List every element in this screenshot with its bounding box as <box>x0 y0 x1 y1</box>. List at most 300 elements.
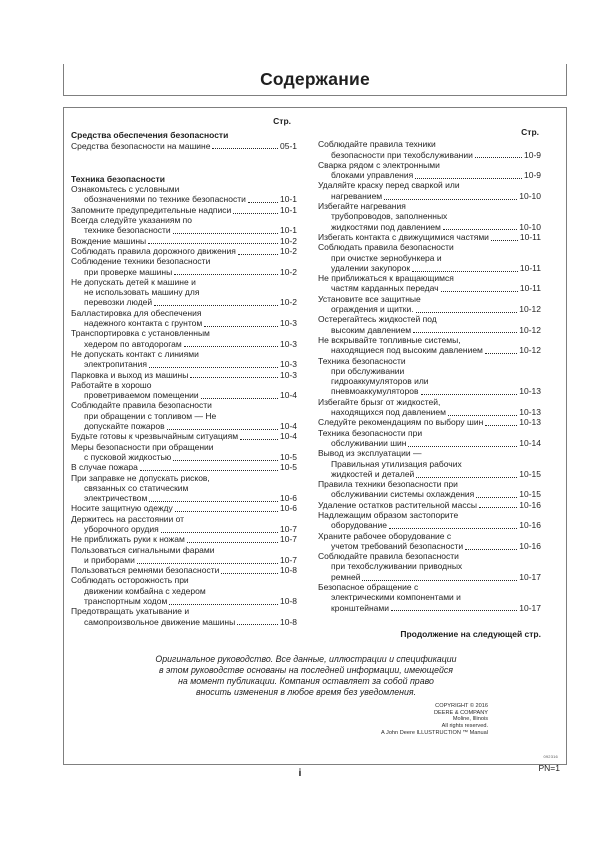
toc-entry-line <box>318 572 541 582</box>
column-header-page-left: Стр. <box>273 116 291 126</box>
toc-entry-line <box>318 489 541 499</box>
toc-page-number: 10-11 <box>519 283 541 294</box>
toc-leader-dots <box>408 446 517 447</box>
toc-page-number: 10-9 <box>523 149 541 160</box>
toc-entry <box>71 514 297 535</box>
toc-page-number: 10-14 <box>519 437 541 448</box>
toc-page-number: 10-7 <box>279 523 297 534</box>
toc-entry-text: оборудование <box>331 520 387 531</box>
toc-entry-line <box>71 452 297 462</box>
toc-entry-line <box>71 194 297 204</box>
toc-entry-line: Соблюдайте правила техники <box>318 139 436 150</box>
toc-entry-line <box>318 386 541 396</box>
toc-page-number: 10-1 <box>279 225 297 236</box>
toc-entry-line: Не вскрывайте топливные системы, <box>318 334 461 345</box>
toc-entry <box>71 431 297 441</box>
toc-entry-text: с пусковой жидкостью <box>84 451 172 462</box>
toc-entry <box>71 184 297 205</box>
disclaimer-line: Оригинальное руководство. Все данные, иллюстрации и спецификации <box>155 654 457 665</box>
toc-entry-line: Техника безопасности <box>318 355 406 366</box>
toc-entry-line: Балластировка для обеспечения <box>71 307 202 318</box>
toc-entry-line <box>71 565 297 575</box>
toc-entry <box>71 349 297 370</box>
toc-page-number: 10-15 <box>519 489 541 500</box>
toc-leader-dots <box>448 415 517 416</box>
toc-entry <box>318 531 541 552</box>
toc-entry-line: Сварка рядом с электронными <box>318 159 440 170</box>
column-header-page-right: Стр. <box>521 127 539 137</box>
toc-leader-dots <box>190 377 278 378</box>
toc-page-number: 10-5 <box>279 451 297 462</box>
toc-leader-dots <box>167 429 278 430</box>
disclaimer-line: в этом руководстве основаны на последней информации, имеющейся <box>159 665 453 676</box>
toc-entry <box>318 397 541 418</box>
toc-entry-line <box>71 421 297 431</box>
toc-entry-line <box>318 417 541 427</box>
toc-entry <box>318 356 541 397</box>
toc-entry <box>71 215 297 236</box>
copyright-line: DEERE & COMPANY <box>434 709 488 716</box>
toc-page-number: 10-2 <box>279 235 297 246</box>
toc-page-number: 10-8 <box>279 596 297 607</box>
toc-leader-dots <box>413 332 517 333</box>
toc-leader-dots <box>137 563 278 564</box>
toc-entry-line: Техника безопасности при <box>318 427 423 438</box>
toc-entry-line <box>71 267 297 277</box>
toc-entry-line: трубопроводов, заполненных <box>331 211 448 222</box>
toc-entry <box>318 448 541 479</box>
toc-entry-line <box>71 555 297 565</box>
toc-leader-dots <box>148 243 278 244</box>
toc-entry-text: учетом требований безопасности <box>331 540 464 551</box>
toc-entry <box>318 273 541 294</box>
toc-page-number: 10-16 <box>519 499 541 510</box>
toc-entry-line <box>318 541 541 551</box>
toc-entry <box>318 180 541 201</box>
toc-leader-dots <box>212 148 278 149</box>
toc-entry-line: связанных со статическим <box>84 482 189 493</box>
toc-leader-dots <box>476 497 517 498</box>
toc-page-number: 10-6 <box>279 503 297 514</box>
toc-entry-text: технике безопасности <box>84 225 171 236</box>
toc-entry-text: жидкостей и деталей <box>331 468 415 479</box>
copyright-line: A John Deere ILLUSTRUCTION ™ Manual <box>381 729 488 736</box>
toc-entry <box>318 428 541 449</box>
copyright-line: All rights reserved. <box>441 723 488 730</box>
toc-leader-dots <box>475 157 522 158</box>
toc-page-number: 10-2 <box>279 297 297 308</box>
toc-entry <box>318 160 541 181</box>
toc-entry-line: Избегайте брызг от жидкостей, <box>318 396 441 407</box>
toc-entry-text: ремней <box>331 571 361 582</box>
toc-entry-line: Не приближаться к вращающимся <box>318 273 454 284</box>
toc-entry <box>318 232 541 242</box>
toc-entry-text: Средства безопасности на машине <box>71 140 211 151</box>
toc-entry-text: находящиеся под высоким давлением <box>331 345 483 356</box>
toc-entry-text: высоким давлением <box>331 324 412 335</box>
toc-entry-text: пневмоаккумуляторов <box>331 386 419 397</box>
toc-leader-dots <box>201 398 278 399</box>
toc-leader-dots <box>485 353 517 354</box>
toc-entry-line <box>318 325 541 335</box>
toc-entry-line: движении комбайна с хедером <box>84 585 206 596</box>
toc-leader-dots <box>169 604 278 605</box>
toc-entry-line <box>71 370 297 380</box>
toc-entry <box>318 417 541 427</box>
toc-entry <box>71 442 297 463</box>
copyright-line: Moline, Illinois <box>452 716 488 723</box>
doc-code: 092316 <box>543 754 558 759</box>
toc-leader-dots <box>441 291 518 292</box>
toc-entry-text: самопроизвольное движение машины <box>84 616 236 627</box>
toc-entry-text: Пользоваться ремнями безопасности <box>71 565 220 576</box>
toc-entry-text: обозначениями по технике безопасности <box>84 194 246 205</box>
disclaimer-line: на момент публикации. Компания оставляет за собой право <box>178 676 434 687</box>
toc-entry-text: и приборами <box>84 554 135 565</box>
toc-page-number: 10-2 <box>279 245 297 256</box>
toc-page-number: 10-3 <box>279 338 297 349</box>
toc-entry <box>71 256 297 277</box>
toc-entry-text: нагреванием <box>331 190 383 201</box>
toc-entry <box>71 473 297 504</box>
toc-entry-text: перевозки людей <box>84 297 153 308</box>
continuation-note: Продолжение на следующей стр. <box>400 628 541 639</box>
toc-entry-line <box>71 359 297 369</box>
toc-page-number: 10-6 <box>279 493 297 504</box>
toc-page-number: 10-11 <box>519 231 541 242</box>
toc-entry-text: кронштейнами <box>331 602 389 613</box>
toc-entry-text: хедером по автодорогам <box>84 338 182 349</box>
toc-entry-line <box>71 339 297 349</box>
toc-page-number: 10-7 <box>279 534 297 545</box>
toc-section-heading: Техника безопасности <box>71 173 165 184</box>
toc-entry-line: Всегда следуйте указаниям по <box>71 215 193 226</box>
toc-entry <box>71 246 297 256</box>
toc-page-number: 10-16 <box>519 520 541 531</box>
toc-page-number: 10-1 <box>279 204 297 215</box>
toc-entry <box>71 370 297 380</box>
disclaimer-line: вносить изменения в любое время без уведомления. <box>195 687 417 698</box>
toc-entry <box>71 380 297 401</box>
toc-leader-dots <box>149 501 278 502</box>
toc-entry-text: находящихся под давлением <box>331 407 446 418</box>
toc-page-number: 10-17 <box>519 602 541 613</box>
toc-entry-line: при обращении с топливом — Не <box>84 410 217 421</box>
toc-entry-line: Соблюдать осторожность при <box>71 575 189 586</box>
toc-entry-line: Не допускать детей к машине и <box>71 276 196 287</box>
toc-entry-line <box>71 205 297 215</box>
toc-entry-line: При заправке не допускать рисков, <box>71 472 210 483</box>
toc-entry-line: гидроаккумуляторов или <box>331 376 429 387</box>
toc-page-number: 10-3 <box>279 359 297 370</box>
copyright-line: COPYRIGHT © 2016 <box>435 703 488 710</box>
toc-leader-dots <box>237 624 278 625</box>
toc-entry-line <box>318 304 541 314</box>
toc-entry-text: при проверке машины <box>84 266 173 277</box>
toc-entry-line: Соблюдение техники безопасности <box>71 256 211 267</box>
toc-leader-dots <box>416 477 517 478</box>
toc-entry <box>71 205 297 215</box>
toc-entry-line: Удаляйте краску перед сваркой или <box>318 180 460 191</box>
toc-page-number: 10-8 <box>279 565 297 576</box>
toc-entry-line <box>318 263 541 273</box>
toc-section-heading: Средства обеспечения безопасности <box>71 130 229 141</box>
toc-entry-line <box>318 407 541 417</box>
toc-entry <box>71 141 297 151</box>
toc-entry-line <box>318 500 541 510</box>
toc-entry-text: удалении закупорок <box>331 262 411 273</box>
toc-entry-line <box>71 246 297 256</box>
toc-entry-text: обслуживании шин <box>331 437 407 448</box>
toc-leader-dots <box>479 507 517 508</box>
toc-entry-line: при очистке зернобункера и <box>331 252 442 263</box>
toc-page-number: 10-13 <box>519 417 541 428</box>
toc-entry-line: Ознакомьтесь с условными <box>71 184 180 195</box>
toc-page-number: 10-3 <box>279 318 297 329</box>
toc-leader-dots <box>174 274 278 275</box>
toc-entry-text: В случае пожара <box>71 462 138 473</box>
toc-leader-dots <box>391 610 517 611</box>
toc-page-number: 10-9 <box>523 170 541 181</box>
toc-entry-text: электропитания <box>84 359 147 370</box>
toc-page-number: 10-12 <box>519 324 541 335</box>
toc-column-right <box>318 114 541 639</box>
toc-entry-text: ограждения и щитки. <box>331 304 414 315</box>
toc-entry-text: надежного контакта с грунтом <box>84 318 203 329</box>
toc-entry-line <box>318 469 541 479</box>
toc-entry-text: Удаление остатков растительной массы <box>318 499 477 510</box>
toc-list-right <box>318 139 541 613</box>
toc-entry-line <box>318 283 541 293</box>
toc-entry <box>318 294 541 315</box>
toc-content-box <box>63 107 567 765</box>
toc-entry <box>318 510 541 531</box>
toc-leader-dots <box>412 271 518 272</box>
toc-entry <box>71 575 297 606</box>
toc-page-number: 10-3 <box>279 369 297 380</box>
toc-entry <box>71 400 297 431</box>
toc-entry-text: Парковка и выход из машины <box>71 369 189 380</box>
toc-page-number: 10-13 <box>519 386 541 397</box>
toc-leader-dots <box>175 511 278 512</box>
toc-page-number: 10-11 <box>519 262 541 273</box>
toc-entry-line: Меры безопасности при обращении <box>71 441 214 452</box>
toc-entry <box>71 328 297 349</box>
toc-leader-dots <box>161 532 278 533</box>
toc-leader-dots <box>248 202 278 203</box>
toc-entry-text: допускайте пожаров <box>84 421 165 432</box>
toc-entry-text: безопасности при техобслуживании <box>331 149 473 160</box>
toc-entry-line <box>71 503 297 513</box>
toc-entry-line: Безопасное обращение с <box>318 582 419 593</box>
toc-list-left <box>71 130 297 627</box>
toc-leader-dots <box>204 326 278 327</box>
copyright-block <box>71 703 488 736</box>
toc-entry-line: Храните рабочее оборудование с <box>318 530 452 541</box>
toc-entry <box>318 242 541 273</box>
toc-leader-dots <box>465 549 517 550</box>
toc-leader-dots <box>173 233 278 234</box>
toc-spacer <box>71 151 297 162</box>
disclaimer-text <box>71 654 541 698</box>
toc-page-number: 10-7 <box>279 554 297 565</box>
toc-entry-line: Работайте в хорошо <box>71 379 152 390</box>
toc-entry-line <box>71 493 297 503</box>
title-box <box>63 64 567 96</box>
toc-entry-line <box>71 225 297 235</box>
toc-entry-line <box>318 222 541 232</box>
toc-page-number: 10-4 <box>279 431 297 442</box>
toc-entry <box>71 277 297 308</box>
toc-entry-line: Держитесь на расстоянии от <box>71 513 185 524</box>
toc-entry-text: транспортным ходом <box>84 596 168 607</box>
toc-page-number: 05-1 <box>279 140 297 151</box>
toc-leader-dots <box>485 425 517 426</box>
toc-entry-line: Соблюдайте правила безопасности <box>71 400 212 411</box>
toc-entry-line: при обслуживании <box>331 365 405 376</box>
page-number: i <box>298 767 302 779</box>
toc-entry-line: Не допускать контакт с линиями <box>71 348 199 359</box>
toc-entry-line: Остерегайтесь жидкостей под <box>318 314 437 325</box>
toc-entry-line: Надлежащим образом застопорите <box>318 509 459 520</box>
toc-entry-text: Запомните предупредительные надписи <box>71 204 232 215</box>
toc-entry <box>318 314 541 335</box>
toc-entry-line <box>71 390 297 400</box>
toc-entry-text: уборочного орудия <box>84 523 159 534</box>
toc-leader-dots <box>140 470 278 471</box>
toc-entry-line <box>318 150 541 160</box>
toc-entry-line <box>318 345 541 355</box>
toc-entry-text: проветриваемом помещении <box>84 390 199 401</box>
toc-leader-dots <box>238 254 278 255</box>
toc-entry-line: при техобслуживании приводных <box>331 561 463 572</box>
toc-entry-text: Вождение машины <box>71 235 147 246</box>
toc-page-number: 10-12 <box>519 345 541 356</box>
toc-entry <box>318 201 541 232</box>
page-title: Содержание <box>260 69 370 89</box>
toc-entry-line <box>318 170 541 180</box>
toc-entry-line <box>71 534 297 544</box>
toc-entry <box>71 462 297 472</box>
toc-entry <box>71 565 297 575</box>
toc-leader-dots <box>233 213 278 214</box>
toc-entry-line <box>318 603 541 613</box>
toc-page-number: 10-5 <box>279 462 297 473</box>
toc-entry <box>71 503 297 513</box>
toc-entry-line: электрическими компонентами и <box>331 592 461 603</box>
toc-entry <box>318 335 541 356</box>
toc-leader-dots <box>184 346 278 347</box>
toc-page-number: 10-10 <box>519 190 541 201</box>
toc-leader-dots <box>154 305 278 306</box>
pn-label: PN=1 <box>538 763 560 773</box>
toc-leader-dots <box>221 573 278 574</box>
toc-entry <box>318 139 541 160</box>
toc-entry-line <box>318 191 541 201</box>
toc-entry-line <box>71 617 297 627</box>
toc-entry-text: Будьте готовы к чрезвычайным ситуациям <box>71 431 239 442</box>
toc-leader-dots <box>362 580 517 581</box>
toc-columns <box>71 114 541 639</box>
toc-entry-line <box>71 236 297 246</box>
toc-entry <box>71 545 297 566</box>
toc-entry <box>71 534 297 544</box>
toc-entry-line <box>318 232 541 242</box>
toc-page-number: 10-15 <box>519 468 541 479</box>
toc-leader-dots <box>389 528 517 529</box>
toc-leader-dots <box>421 394 518 395</box>
toc-entry-text: Избегать контакта с движущимися частями <box>318 231 489 242</box>
toc-entry <box>71 606 297 627</box>
toc-entry-line: Установите все защитные <box>318 293 421 304</box>
toc-page-number: 10-13 <box>519 407 541 418</box>
toc-entry-text: электричеством <box>84 493 148 504</box>
toc-leader-dots <box>240 439 278 440</box>
toc-leader-dots <box>149 367 278 368</box>
toc-entry <box>71 236 297 246</box>
toc-entry-text: Следуйте рекомендациям по выбору шин <box>318 417 484 428</box>
toc-entry-line: Правильная утилизация рабочих <box>331 458 462 469</box>
toc-leader-dots <box>491 240 518 241</box>
toc-entry-line <box>71 318 297 328</box>
toc-entry-line: Вывод из эксплуатации — <box>318 448 422 459</box>
toc-entry <box>318 500 541 510</box>
toc-entry-line <box>318 438 541 448</box>
toc-entry-text: Не приближать руки к ножам <box>71 534 185 545</box>
toc-entry-line: Соблюдайте правила безопасности <box>318 551 459 562</box>
toc-spacer <box>71 162 297 173</box>
toc-leader-dots <box>415 178 522 179</box>
toc-leader-dots <box>173 460 278 461</box>
toc-page-number: 10-1 <box>279 194 297 205</box>
toc-entry <box>71 308 297 329</box>
toc-entry-line <box>318 520 541 530</box>
toc-entry <box>318 551 541 582</box>
toc-entry-line: Избегайте нагревания <box>318 201 406 212</box>
toc-entry-line: Соблюдать правила безопасности <box>318 242 454 253</box>
toc-leader-dots <box>384 199 517 200</box>
toc-entry <box>318 479 541 500</box>
toc-page-number: 10-8 <box>279 616 297 627</box>
toc-entry-line <box>71 524 297 534</box>
toc-entry-text: блоками управления <box>331 170 414 181</box>
toc-entry-line: Правила техники безопасности при <box>318 479 458 490</box>
toc-entry-line: Транспортировка с установленным <box>71 328 210 339</box>
toc-entry-line: Пользоваться сигнальными фарами <box>71 544 215 555</box>
toc-page-number: 10-4 <box>279 421 297 432</box>
toc-column-left <box>71 114 297 639</box>
toc-entry-text: частям карданных передач <box>331 283 439 294</box>
toc-entry-line <box>71 462 297 472</box>
toc-page-number: 10-2 <box>279 266 297 277</box>
toc-entry-line: не использовать машину для <box>84 287 200 298</box>
toc-entry-line <box>71 431 297 441</box>
toc-leader-dots <box>187 542 278 543</box>
toc-entry-line <box>71 596 297 606</box>
toc-page-number: 10-17 <box>519 571 541 582</box>
toc-entry-line <box>71 141 297 151</box>
toc-entry-text: жидкостями под давлением <box>331 221 441 232</box>
toc-leader-dots <box>416 312 518 313</box>
toc-page-number: 10-16 <box>519 540 541 551</box>
toc-entry-line <box>71 297 297 307</box>
toc-entry-text: Соблюдать правила дорожного движения <box>71 245 236 256</box>
toc-entry-line: Предотвращать укатывание и <box>71 606 190 617</box>
toc-entry <box>318 582 541 613</box>
toc-page-number: 10-12 <box>519 304 541 315</box>
toc-leader-dots <box>443 229 517 230</box>
toc-entry-text: Носите защитную одежду <box>71 503 173 514</box>
